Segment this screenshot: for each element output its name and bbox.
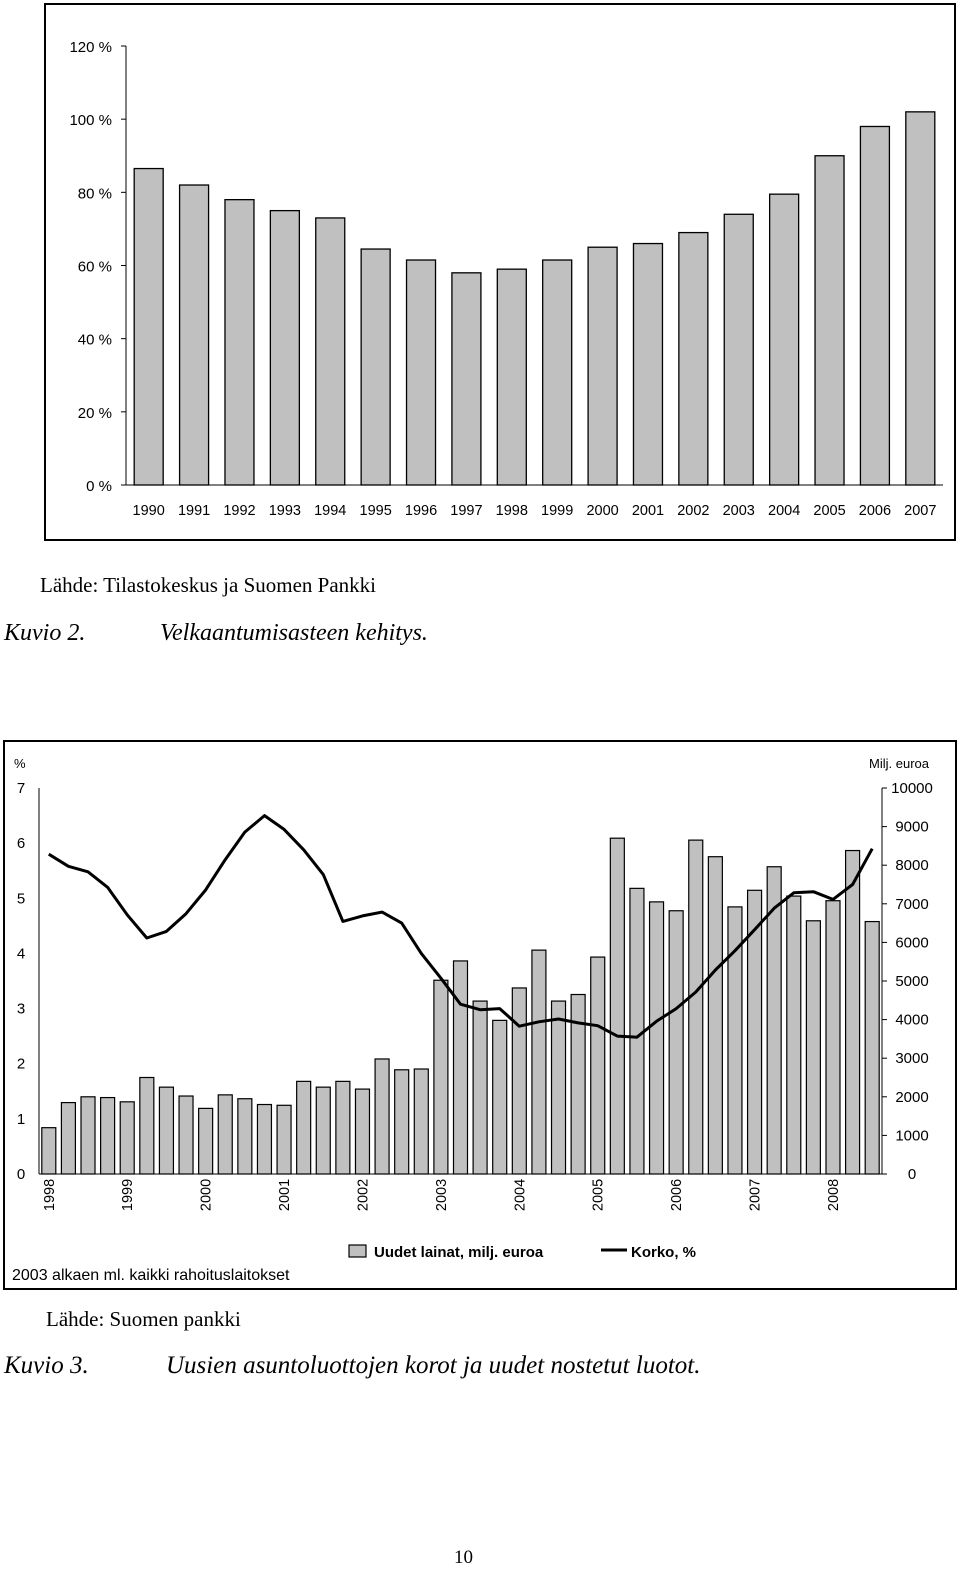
loan-bar: [669, 911, 683, 1174]
bar-1994: [316, 218, 345, 485]
loan-bar: [532, 950, 546, 1174]
source-note-1: Lähde: Tilastokeskus ja Suomen Pankki: [40, 573, 376, 597]
x-tick-label: 2002: [355, 1178, 372, 1212]
bar-1991: [180, 185, 209, 485]
x-tick-label: 2003: [433, 1178, 450, 1212]
loan-bar: [277, 1105, 291, 1174]
x-tick-label: 1994: [314, 503, 347, 519]
housing-loans-chart-svg: [5, 742, 955, 1288]
x-tick-label: 2005: [590, 1178, 607, 1212]
loan-bar: [708, 857, 722, 1174]
loan-bar: [81, 1097, 95, 1174]
loan-bar: [630, 888, 644, 1174]
x-tick-label: 1990: [132, 503, 165, 519]
bar-2003: [724, 214, 753, 485]
bar-1998: [497, 269, 526, 485]
loan-bar: [826, 901, 840, 1174]
left-tick-label: 2: [16, 1055, 26, 1073]
x-tick-label: 1997: [450, 503, 483, 519]
x-tick-label: 1998: [495, 503, 528, 519]
x-tick-label: 1991: [177, 503, 211, 519]
bar-1992: [225, 200, 254, 485]
right-tick-label: 1000: [895, 1127, 929, 1145]
left-axis-unit: %: [14, 756, 26, 771]
source-note-2: Lähde: Suomen pankki: [46, 1307, 241, 1331]
x-tick-label: 2001: [277, 1178, 294, 1212]
figure-2-label: Kuvio 2.: [4, 620, 86, 646]
loan-bar: [454, 961, 468, 1174]
bar-1990: [134, 169, 163, 485]
x-tick-label: 1996: [404, 503, 438, 519]
right-tick-label: 7000: [895, 895, 929, 913]
y-tick-label: 80 %: [77, 185, 112, 203]
y-tick-label: 40 %: [77, 331, 112, 349]
bar-2005: [815, 156, 844, 485]
loan-bar: [120, 1102, 134, 1174]
loan-bar: [610, 838, 624, 1174]
housing-loans-chart: [3, 740, 957, 1290]
x-tick-label: 2007: [904, 503, 937, 519]
right-tick-label: 3000: [895, 1050, 929, 1068]
y-tick-label: 20 %: [77, 404, 112, 422]
loan-bar: [218, 1095, 232, 1174]
x-tick-label: 2000: [198, 1178, 215, 1212]
bar-2004: [770, 194, 799, 485]
right-tick-label: 4000: [895, 1011, 929, 1029]
x-tick-label: 2004: [768, 503, 801, 519]
x-tick-label: 1999: [541, 503, 574, 519]
loan-bar: [316, 1087, 330, 1174]
loan-bar: [865, 922, 879, 1174]
x-tick-label: 2005: [813, 503, 846, 519]
loan-bar: [650, 902, 664, 1174]
debt-ratio-chart: [44, 3, 956, 541]
left-tick-label: 0: [16, 1166, 26, 1183]
bar-2001: [633, 244, 662, 485]
bar-2007: [906, 112, 935, 485]
bar-1993: [270, 211, 299, 485]
loan-bar: [512, 988, 526, 1174]
figure-2-caption: Velkaantumisasteen kehitys.: [160, 620, 428, 646]
loan-bar: [61, 1103, 75, 1174]
loan-bar: [257, 1105, 271, 1174]
right-tick-label: 6000: [895, 934, 929, 952]
loan-bar: [159, 1087, 173, 1174]
left-tick-label: 5: [16, 890, 26, 908]
x-tick-label: 2006: [858, 503, 892, 519]
right-tick-label: 0: [907, 1166, 917, 1183]
loan-bar: [140, 1078, 154, 1175]
loan-bar: [591, 957, 605, 1174]
annotation: 2003 alkaen ml. kaikki rahoituslaitokset: [12, 1267, 290, 1284]
loan-bar: [179, 1096, 193, 1174]
loan-bar: [552, 1001, 566, 1174]
page-number: 10: [454, 1547, 473, 1568]
figure-3-caption: Uusien asuntoluottojen korot ja uudet nostetut luotot.: [166, 1352, 701, 1379]
right-tick-label: 10000: [891, 780, 933, 797]
y-tick-label: 100 %: [69, 112, 112, 130]
x-tick-label: 1993: [268, 503, 301, 519]
loan-bar: [434, 980, 448, 1174]
x-tick-label: 2007: [747, 1178, 764, 1212]
x-tick-label: 2002: [677, 503, 710, 519]
x-tick-label: 1992: [223, 503, 256, 519]
left-tick-label: 4: [16, 945, 26, 963]
loan-bar: [297, 1081, 311, 1174]
loan-bar: [375, 1059, 389, 1174]
x-tick-label: 1998: [41, 1178, 58, 1212]
loan-bar: [42, 1128, 56, 1174]
legend-bar-label: Uudet lainat, milj. euroa: [374, 1244, 544, 1261]
loan-bar: [336, 1081, 350, 1174]
left-tick-label: 1: [16, 1110, 26, 1128]
right-tick-label: 9000: [895, 818, 929, 836]
left-tick-label: 7: [16, 780, 26, 797]
right-axis-unit: Milj. euroa: [869, 756, 929, 771]
legend-bar-swatch: [349, 1245, 366, 1257]
bar-1995: [361, 249, 390, 485]
bar-2002: [679, 233, 708, 485]
y-tick-label: 60 %: [77, 258, 112, 276]
x-tick-label: 1999: [120, 1178, 137, 1212]
x-tick-label: 2003: [722, 503, 755, 519]
y-tick-label: 120 %: [69, 39, 112, 56]
loan-bar: [473, 1001, 487, 1174]
loan-bar: [689, 840, 703, 1174]
x-tick-label: 2008: [826, 1178, 842, 1212]
x-tick-label: 2001: [631, 503, 665, 519]
loan-bar: [355, 1089, 369, 1174]
left-tick-label: 6: [16, 835, 26, 853]
bar-1997: [452, 273, 481, 485]
loan-bar: [238, 1099, 252, 1174]
right-tick-label: 2000: [895, 1088, 929, 1106]
right-tick-label: 5000: [895, 973, 929, 990]
loan-bar: [806, 921, 820, 1174]
x-tick-label: 2004: [512, 1178, 529, 1212]
bar-1999: [543, 260, 572, 485]
loan-bar: [846, 851, 860, 1174]
loan-bar: [493, 1020, 507, 1174]
loan-bar: [395, 1070, 409, 1174]
x-tick-label: 2006: [669, 1178, 686, 1212]
x-tick-label: 2000: [586, 503, 619, 519]
loan-bar: [101, 1098, 115, 1174]
debt-ratio-chart-svg: [46, 5, 954, 539]
loan-bar: [414, 1069, 428, 1174]
x-tick-label: 1995: [359, 503, 392, 519]
left-tick-label: 3: [16, 1000, 26, 1018]
bar-1996: [407, 260, 436, 485]
y-tick-label: 0 %: [86, 478, 112, 495]
bar-2000: [588, 247, 617, 485]
loan-bar: [199, 1108, 213, 1174]
figure-3-label: Kuvio 3.: [4, 1352, 89, 1379]
bar-2006: [860, 126, 889, 485]
right-tick-label: 8000: [895, 857, 929, 875]
legend-line-label: Korko, %: [631, 1244, 697, 1261]
loan-bar: [787, 896, 801, 1174]
